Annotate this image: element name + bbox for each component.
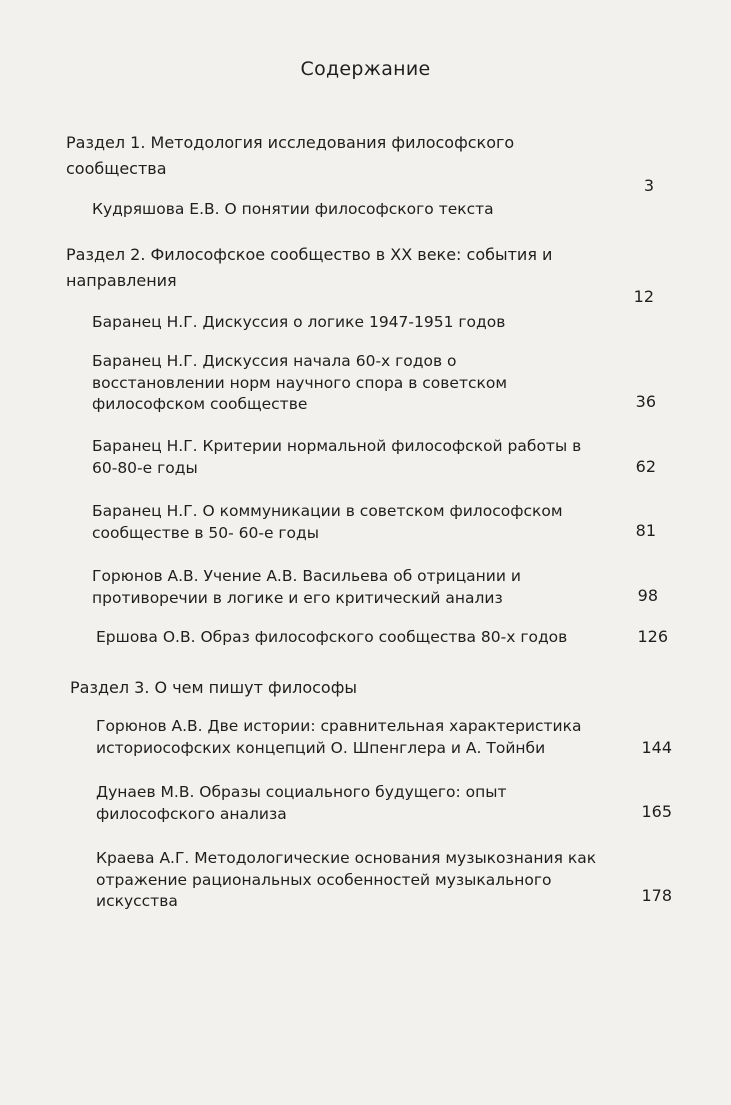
toc-entry: Краева А.Г. Методологические основания музыкознания как отражение рациональных особенностей музыкального искусства (96, 849, 597, 910)
entry-page-number: 62 (635, 457, 656, 476)
toc-entry: Горюнов А.В. Две истории: сравнительная характеристика историософских концепций О. Шпенглера и А. Тойнби (96, 717, 582, 757)
toc-entry: Баранец Н.Г. Критерии нормальной философской работы в 60-80-е годы (92, 437, 582, 477)
entry-page-number: 144 (641, 738, 672, 757)
toc-entry: Баранец Н.Г. О коммуникации в советском философском сообществе в 50- 60-е годы (92, 502, 563, 542)
section-1-title: Раздел 1. Методология исследования философского сообщества (66, 133, 515, 178)
section-2-title: Раздел 2. Философское сообщество в XX веке: события и направления (66, 245, 553, 290)
toc-title: Содержание (300, 58, 431, 80)
entry-page-number: 81 (635, 521, 656, 540)
toc-entry: Дунаев М.В. Образы социального будущего: опыт философского анализа (96, 783, 507, 823)
toc-entry: Баранец Н.Г. Дискуссия о логике 1947-1951 годов (92, 313, 506, 331)
entry-page-number: 12 (633, 287, 654, 306)
entry-page-number: 126 (637, 627, 668, 646)
toc-entry: Горюнов А.В. Учение А.В. Васильева об отрицании и противоречии в логике и его критический анализ (92, 567, 521, 607)
toc-entry: Кудряшова Е.В. О понятии философского текста (92, 200, 494, 218)
entry-page-number: 36 (635, 392, 656, 411)
entry-page-number: 3 (643, 176, 654, 195)
toc-entry: Ершова О.В. Образ философского сообщества 80-х годов (96, 628, 568, 646)
entry-page-number: 98 (637, 586, 658, 605)
section-3-title: Раздел 3. О чем пишут философы (70, 678, 358, 697)
toc-entry: Баранец Н.Г. Дискуссия начала 60-х годов о восстановлении норм научного спора в советском философском сообществе (92, 352, 508, 413)
entry-page-number: 165 (641, 802, 672, 821)
entry-page-number: 178 (641, 886, 672, 905)
